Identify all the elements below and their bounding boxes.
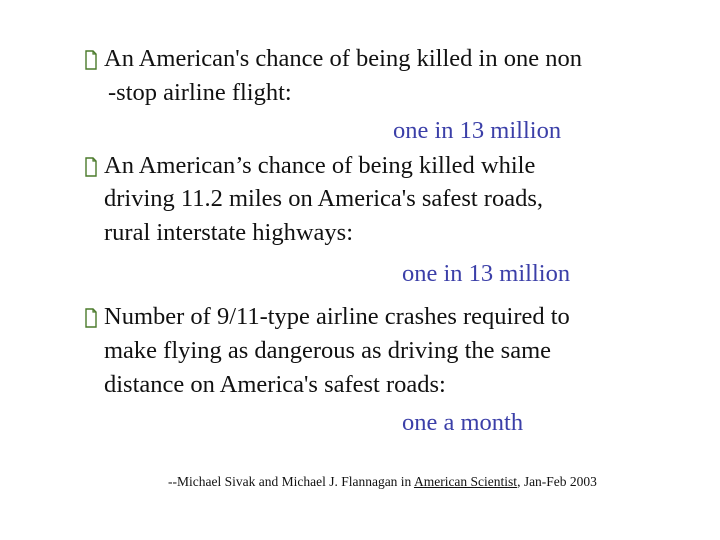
citation (168, 474, 597, 490)
page-icon (84, 50, 98, 70)
citation-journal-link[interactable]: American Scientist (413, 474, 518, 489)
citation-prefix: --Michael Sivak and Michael J. Flannagan in (168, 474, 414, 489)
bullet-3-answer: one a month (402, 409, 524, 436)
bullet-3-line-3: distance on America's safest roads: (104, 371, 446, 398)
bullet-2-answer: one in 13 million (402, 260, 571, 287)
bullet-3-line-1: Number of 9/11-type airline crashes required to (104, 303, 570, 330)
bullet-1-answer: one in 13 million (393, 117, 562, 144)
bullet-1-line-2: -stop airline flight: (108, 79, 292, 106)
page-icon (84, 157, 98, 177)
page-icon (84, 308, 98, 328)
bullet-1-line-1: An American's chance of being killed in one non (104, 45, 582, 72)
bullet-3-line-2: make flying as dangerous as driving the same (104, 337, 552, 364)
bullet-2-line-1: An American’s chance of being killed while (104, 152, 536, 179)
citation-suffix: , Jan-Feb 2003 (517, 474, 597, 489)
bullet-2-line-2: driving 11.2 miles on America's safest roads, (104, 185, 543, 212)
bullet-2-line-3: rural interstate highways: (104, 219, 354, 246)
